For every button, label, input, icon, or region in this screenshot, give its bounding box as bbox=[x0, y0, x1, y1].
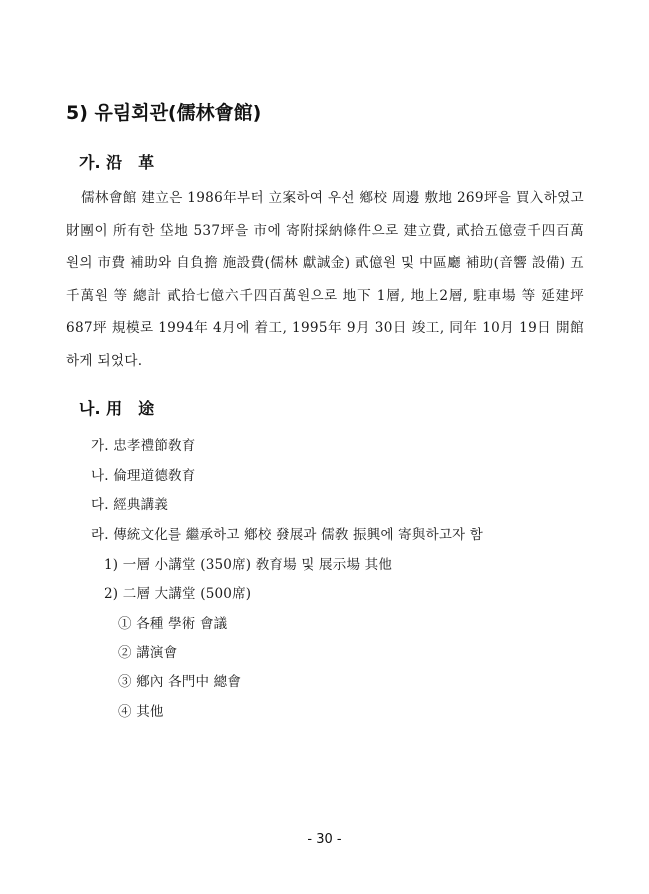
floor-item: 2) 二層 大講堂 (500席) bbox=[104, 586, 252, 602]
page-number: - 30 - bbox=[307, 832, 342, 847]
floor-item: 1) 一層 小講堂 (350席) 敎育場 및 展示場 其他 bbox=[104, 557, 393, 573]
great-hall-use-item: ③ 鄕內 各門中 總會 bbox=[118, 674, 242, 690]
usage-item: 라. 傳統文化를 繼承하고 鄕校 發展과 儒敎 振興에 寄與하고자 함 bbox=[91, 527, 484, 543]
usage-heading: 나. 用 途 bbox=[79, 399, 155, 418]
great-hall-use-item: ② 講演會 bbox=[118, 645, 178, 661]
section-title: 5) 유림회관(儒林會館) bbox=[66, 102, 262, 124]
great-hall-use-item: ① 各種 學術 會議 bbox=[118, 616, 228, 632]
history-paragraph: 儒林會館 建立은 1986年부터 立案하여 우선 鄕校 周邊 敷地 269坪을 買入하였고 財團이 所有한 垈地 537坪을 市에 寄附採納條件으로 建立費, 貳拾五億壹千四百萬원의 市費 補助와 自負擔 施設費(儒林 獻誠金) 貳億원 및 中區廳 補助(音響 設備) 五千萬원 等 總計 貳拾七億六千四百萬원으로 地下 1層, 地上2層, 駐車場 等 延建坪 687坪 規模로 1994年 4月에 着工, 1995年 9月 30日 竣工, 同年 10月 19日 開館하게 되었다. bbox=[66, 190, 584, 369]
history-heading: 가. 沿 革 bbox=[79, 153, 155, 172]
usage-item: 가. 忠孝禮節敎育 bbox=[91, 438, 196, 454]
great-hall-use-item: ④ 其他 bbox=[118, 704, 164, 720]
usage-item: 나. 倫理道德敎育 bbox=[91, 468, 196, 484]
usage-item: 다. 經典講義 bbox=[91, 497, 169, 513]
